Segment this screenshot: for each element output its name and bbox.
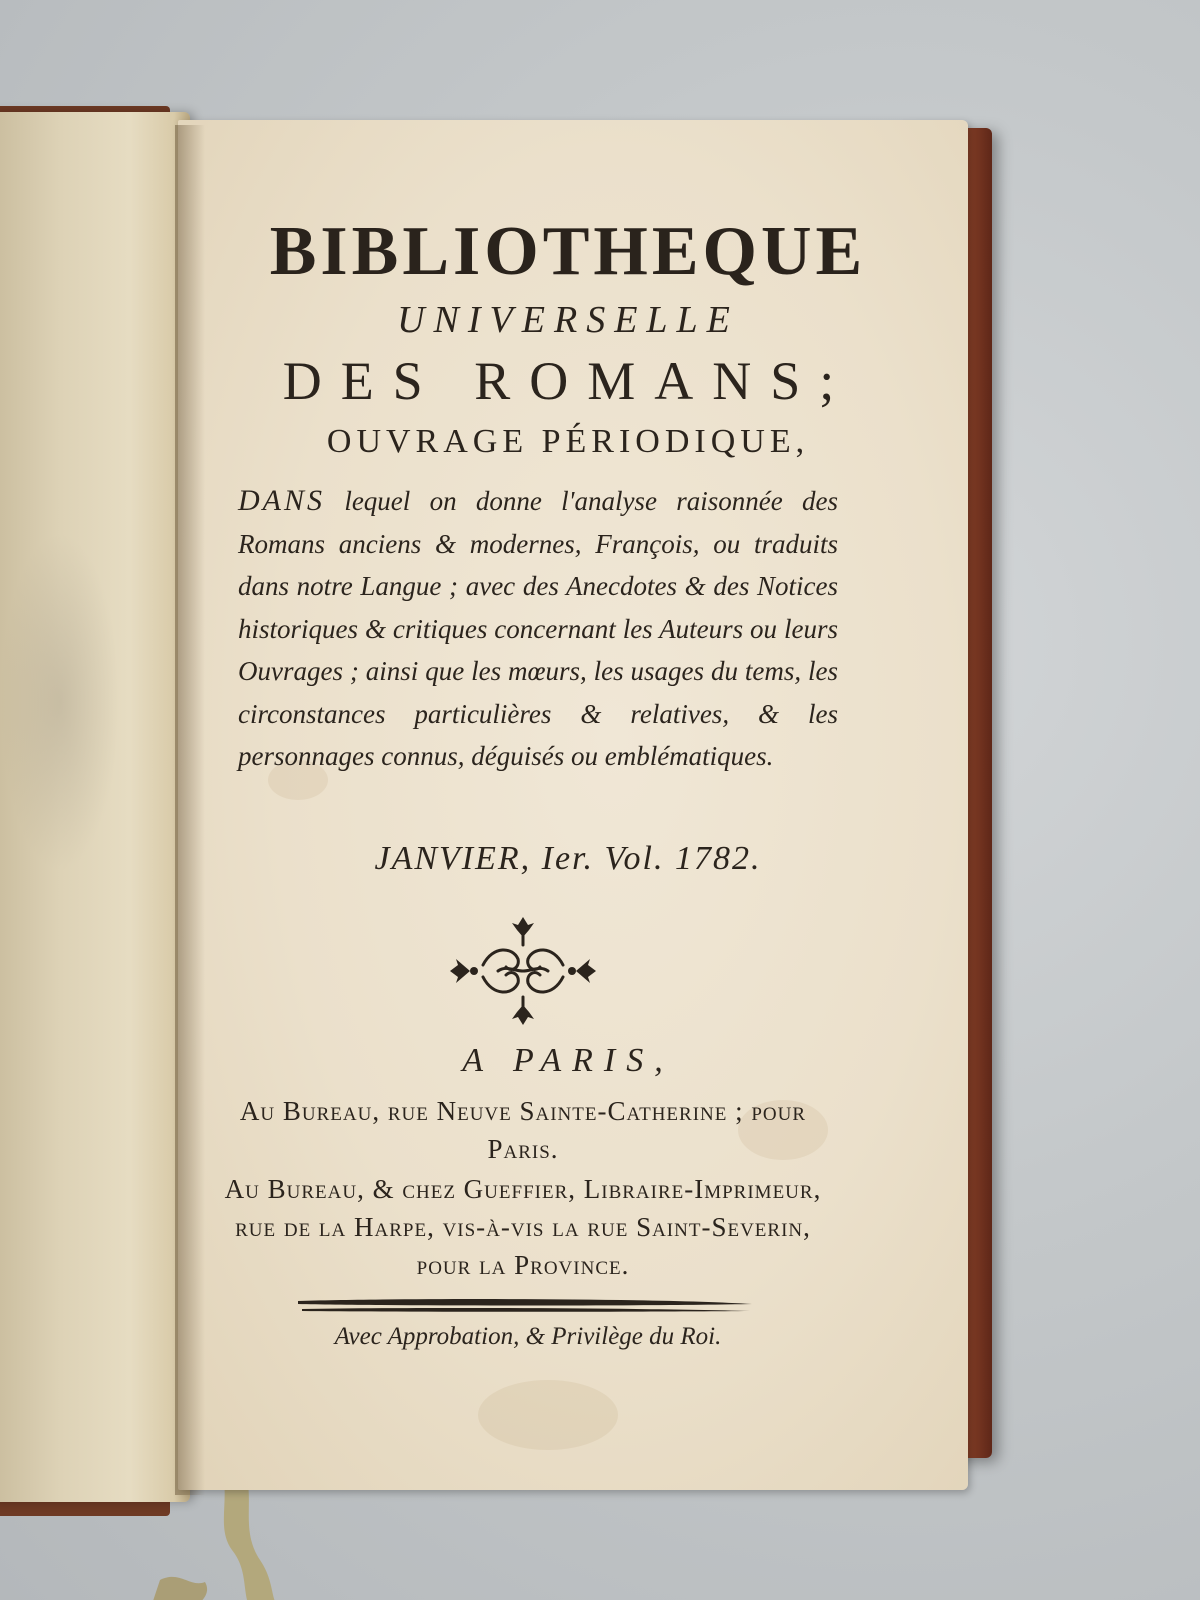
gutter-shadow — [175, 125, 205, 1495]
title-page-text — [178, 120, 968, 1490]
subtitle-ouvrage: OUVRAGE PÉRIODIQUE, — [326, 423, 810, 460]
main-title: BIBLIOTHEQUE — [269, 213, 867, 290]
title-page — [178, 120, 968, 1490]
description-text: lequel on donne l'analyse raisonnée des Romans anciens & modernes, François, ou traduits dans notre Langue ; avec des Anecdotes & des Notices historiques & critiques concernant les Auteurs ou leurs Ouvrages ; ainsi que les mœurs, les usages du tems, les circonstances particulières & relatives, & les personnages connus, déguisés ou emblématiques. — [238, 486, 839, 771]
issue-date: JANVIER, Ier. Vol. 1782. — [374, 840, 762, 877]
endpaper-stain — [0, 532, 120, 872]
fleuron-ornament-icon — [448, 915, 598, 1027]
subtitle-des-romans: DES ROMANS; — [282, 351, 854, 411]
place-of-publication: A PARIS, — [462, 1042, 674, 1079]
double-rule-divider — [296, 1296, 754, 1314]
approbation-line: Avec Approbation, & Privilège du Roi. — [334, 1323, 722, 1350]
description-paragraph — [238, 480, 838, 778]
imprint-province: Au Bureau, & chez Gueffier, Libraire-Imprimeur, rue de la Harpe, vis-à-vis la rue Saint-Severin, pour la Province. — [224, 1174, 822, 1280]
description-lead-word: DANS — [238, 484, 325, 517]
imprint-paris: Au Bureau, rue Neuve Sainte-Catherine ; pour Paris. — [239, 1096, 807, 1164]
endpaper-left-page — [0, 112, 190, 1502]
subtitle-universelle: UNIVERSELLE — [397, 299, 739, 341]
